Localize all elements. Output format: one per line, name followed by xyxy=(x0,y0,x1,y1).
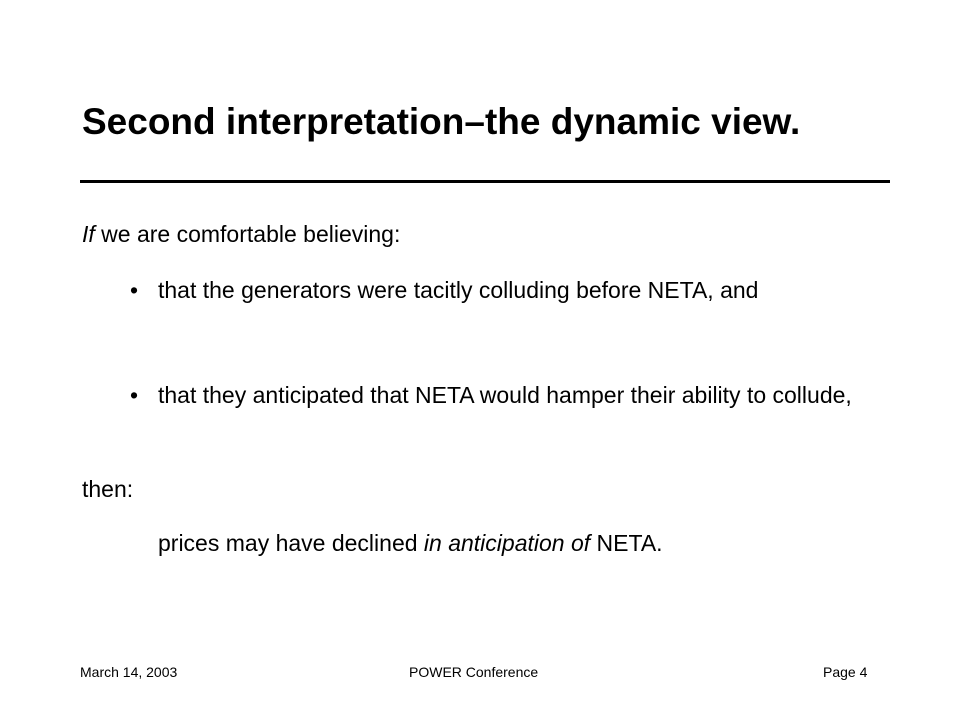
bullet-icon: • xyxy=(130,277,139,303)
intro-italic: If xyxy=(82,221,95,247)
bullet-item xyxy=(130,270,908,310)
bullet-text: that the generators were tacitly colluding before NETA, and xyxy=(158,277,759,303)
footer-page-number: Page 4 xyxy=(823,664,868,680)
bullet-icon: • xyxy=(130,382,139,408)
then-label: then: xyxy=(82,476,134,502)
title-divider xyxy=(80,180,890,183)
footer-conference: POWER Conference xyxy=(409,664,539,680)
conclusion-text-after: NETA. xyxy=(590,530,663,556)
conclusion-line xyxy=(158,530,663,558)
footer-date: March 14, 2003 xyxy=(80,664,178,680)
bullet-item xyxy=(130,375,908,415)
slide-title: Second interpretation–the dynamic view. xyxy=(82,101,801,142)
intro-text: we are comfortable believing: xyxy=(94,221,401,247)
intro-line xyxy=(82,221,400,249)
conclusion-text-before: prices may have declined xyxy=(158,530,424,556)
conclusion-italic: in anticipation of xyxy=(423,530,591,556)
bullet-text: that they anticipated that NETA would hamper their ability to collude, xyxy=(158,382,852,408)
